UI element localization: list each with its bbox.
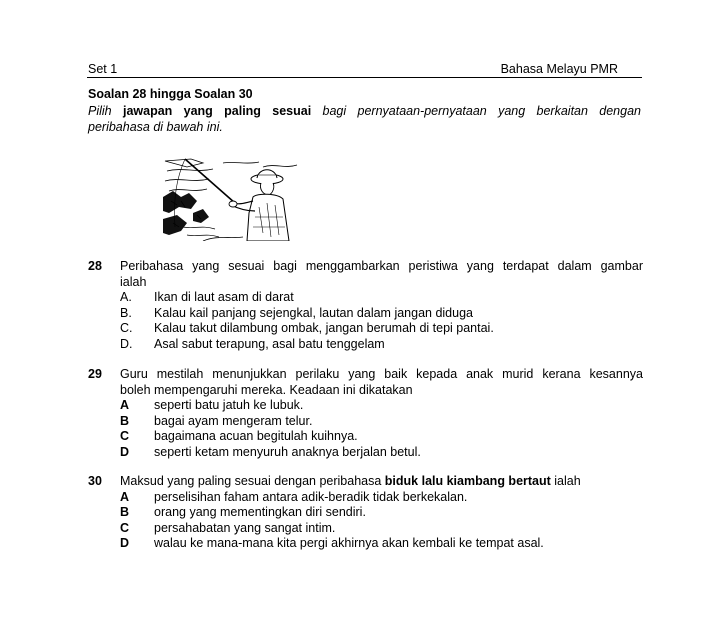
- option-text: Ikan di laut asam di darat: [154, 290, 294, 304]
- question-text-line-2: ialah: [120, 274, 147, 289]
- option-text: perselisihan faham antara adik-beradik tidak berkekalan.: [154, 489, 468, 504]
- option-c[interactable]: [88, 321, 643, 337]
- option-b[interactable]: [88, 505, 643, 521]
- option-a[interactable]: [88, 290, 643, 306]
- option-letter: C: [120, 520, 130, 535]
- instruction-line-2: peribahasa di bawah ini.: [88, 120, 223, 134]
- option-b[interactable]: [88, 414, 643, 430]
- option-text: seperti batu jatuh ke lubuk.: [154, 398, 304, 412]
- question-text-line-2: boleh mempengaruhi mereka. Keadaan ini dikatakan: [120, 382, 413, 397]
- question-29: [88, 367, 643, 460]
- option-text: orang yang mementingkan diri sendiri.: [154, 505, 366, 519]
- option-c[interactable]: [88, 429, 643, 445]
- option-letter: C: [120, 429, 130, 443]
- option-text: bagai ayam mengeram telur.: [154, 413, 313, 428]
- instruction-verb: Pilih: [88, 104, 112, 118]
- option-b[interactable]: [88, 306, 643, 322]
- header-set-label: Set 1: [88, 62, 118, 76]
- option-d[interactable]: [88, 536, 643, 552]
- header-subject-label: Bahasa Melayu PMR: [500, 62, 618, 76]
- option-d[interactable]: [88, 337, 643, 353]
- option-text: walau ke mana-mana kita pergi akhirnya akan kembali ke tempat asal.: [154, 536, 544, 550]
- option-text: bagaimana acuan begitulah kuihnya.: [154, 429, 358, 443]
- question-number: 28: [88, 259, 102, 273]
- question-text-start: Maksud yang paling sesuai dengan peribahasa: [120, 474, 382, 488]
- question-text-line-1: Peribahasa yang sesuai bagi menggambarkan peristiwa yang terdapat dalam gambar: [120, 259, 643, 273]
- instruction-line-1: [88, 103, 641, 119]
- question-number: 29: [88, 367, 102, 381]
- fishing-illustration: [163, 157, 301, 241]
- option-text: seperti ketam menyuruh anaknya berjalan betul.: [154, 444, 421, 459]
- instruction-emphasis: jawapan yang paling sesuai: [122, 104, 312, 118]
- option-letter: D.: [120, 336, 133, 351]
- option-letter: D: [120, 536, 130, 550]
- option-letter: B: [120, 413, 130, 428]
- section-instruction: [88, 103, 641, 135]
- option-text: persahabatan yang sangat intim.: [154, 520, 336, 535]
- option-letter: A.: [120, 290, 132, 304]
- option-text: Kalau kail panjang sejengkal, lautan dalam jangan diduga: [154, 305, 473, 320]
- option-d[interactable]: [88, 445, 643, 461]
- question-text-line-1: [120, 474, 643, 490]
- question-28: [88, 259, 643, 352]
- page-header: [87, 63, 642, 78]
- option-text: Kalau takut dilambung ombak, jangan berumah di tepi pantai.: [154, 321, 494, 335]
- question-text-end: ialah: [554, 474, 581, 488]
- instruction-rest: bagi pernyataan-pernyataan yang berkaitan dengan: [322, 104, 641, 118]
- option-letter: C.: [120, 321, 133, 335]
- option-letter: D: [120, 444, 130, 459]
- section-title: Soalan 28 hingga Soalan 30: [88, 87, 253, 101]
- option-a[interactable]: [88, 398, 643, 414]
- question-number: 30: [88, 474, 102, 488]
- option-letter: B.: [120, 305, 132, 320]
- option-letter: A: [120, 489, 130, 504]
- question-text-line-1: Guru mestilah menunjukkan perilaku yang baik kepada anak murid kerana kesannya: [120, 367, 643, 381]
- option-letter: B: [120, 505, 130, 519]
- option-c[interactable]: [88, 521, 643, 537]
- proverb-text: biduk lalu kiambang bertaut: [384, 474, 551, 488]
- option-a[interactable]: [88, 490, 643, 506]
- option-text: Asal sabut terapung, asal batu tenggelam: [154, 336, 385, 351]
- question-30: [88, 474, 643, 552]
- option-letter: A: [120, 398, 130, 412]
